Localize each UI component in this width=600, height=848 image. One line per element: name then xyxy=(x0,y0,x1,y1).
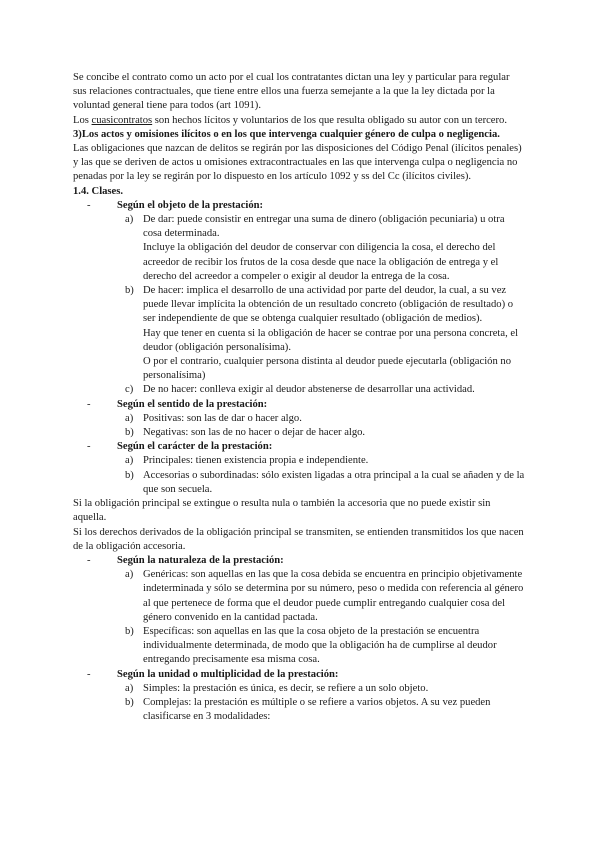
list-item xyxy=(73,426,525,440)
list-item-text: Genéricas: son aquellas en las que la cosa debida se encuentra en principio objetivamente indeterminada y sólo se determina por su número, peso o medida con referencia al género al que pertenece de forma que el deudor puede cumplir entregando cualquier cosa del género convenido en la cantidad pactada. xyxy=(143,569,524,623)
dash-bullet: - xyxy=(87,554,91,566)
document-body xyxy=(73,71,525,724)
section-naturaleza-heading xyxy=(73,554,525,568)
list-item xyxy=(73,696,525,724)
list-item-text: Específicas: son aquellas en las que la cosa objeto de la prestación se encuentra individualmente determinada, de modo que la obligación ha de cumplirse al deudor entregando precisamente esa misma cosa. xyxy=(143,625,497,666)
heading-classes: 1.4. Clases. xyxy=(73,185,124,197)
section-objeto-title: Según el objeto de la prestación: xyxy=(117,199,264,211)
list-marker: a) xyxy=(125,412,134,424)
list-item xyxy=(73,469,525,497)
list-item-text: Accesorias o subordinadas: sólo existen ligadas a otra principal a la cual se añaden y de la que son secuela. xyxy=(143,469,525,495)
list-item xyxy=(73,625,525,668)
list-item xyxy=(73,568,525,625)
quasi-suffix: son hechos lícitos y voluntarios de los que resulta obligado su autor con un tercero. xyxy=(152,114,507,126)
heading-illicit-acts: 3)Los actos y omisiones ilícitos o en los que intervenga cualquier género de culpa o negligencia. xyxy=(73,128,500,140)
list-marker: b) xyxy=(125,427,134,439)
list-item-text: De no hacer: conlleva exigir al deudor abstenerse de desarrollar una actividad. xyxy=(143,384,475,396)
list-item-continuation: Hay que tener en cuenta si la obligación de hacer se contrae por una persona concreta, el deudor (obligación personalísima). xyxy=(143,327,519,353)
quasi-prefix: Los xyxy=(73,114,92,126)
list-item-text: Negativas: son las de no hacer o dejar de hacer algo. xyxy=(143,427,366,439)
dash-bullet: - xyxy=(87,441,91,453)
list-marker: a) xyxy=(125,455,134,467)
list-marker: a) xyxy=(125,569,134,581)
list-item xyxy=(73,284,525,327)
list-item-text: Simples: la prestación es única, es decir, se refiere a un solo objeto. xyxy=(143,682,429,694)
list-marker: c) xyxy=(125,384,134,396)
list-item-continuation: Incluye la obligación del deudor de conservar con diligencia la cosa, el derecho del acreedor de recibir los frutos de la cosa desde que nace la obligación de entrega y el derecho del acreedor a compeler o exigir al deudor la entrega de la cosa. xyxy=(143,242,499,282)
list-marker: a) xyxy=(125,682,134,694)
section-caracter-title: Según el carácter de la prestación: xyxy=(117,441,273,453)
list-item-text: Complejas: la prestación es múltiple o se refiere a varios objetos. A su vez pueden clasificarse en 3 modalidades: xyxy=(143,696,491,723)
list-item xyxy=(73,682,525,696)
paragraph-quasi-contracts xyxy=(73,114,525,128)
section-unidad-heading xyxy=(73,668,525,682)
section-objeto-heading xyxy=(73,199,525,213)
list-item-text: De dar: puede consistir en entregar una suma de dinero (obligación pecuniaria) u otra cosa determinada. xyxy=(143,214,505,240)
section-caracter-heading xyxy=(73,440,525,454)
list-marker: b) xyxy=(125,285,134,297)
paragraph-illicit-acts: Las obligaciones que nazcan de delitos se regirán por las disposiciones del Código Penal (ilícitos penales) y las que se deriven de actos u omisiones extracontractuales en las que intervenga culpa o negligencia no penadas por la ley se regirán por lo dispuesto en los artículo 1092 y ss del Cc (ilícitos civiles). xyxy=(73,143,522,183)
section-naturaleza-title: Según la naturaleza de la prestación: xyxy=(117,554,284,566)
section-unidad-title: Según la unidad o multiplicidad de la prestación: xyxy=(117,668,339,680)
list-marker: b) xyxy=(125,625,134,637)
paragraph-accessory-transmission: Si los derechos derivados de la obligación principal se transmiten, se entienden transmitidos los que nacen de la obligación accesoria. xyxy=(73,526,524,552)
dash-bullet: - xyxy=(87,398,91,410)
list-marker: b) xyxy=(125,696,134,708)
list-item xyxy=(73,383,525,397)
section-sentido-heading xyxy=(73,398,525,412)
list-marker: a) xyxy=(125,214,134,226)
list-item xyxy=(73,213,525,241)
dash-bullet: - xyxy=(87,668,91,680)
list-item-text: Positivas: son las de dar o hacer algo. xyxy=(143,412,302,424)
paragraph-accessory-extinction: Si la obligación principal se extingue o resulta nula o también la accesoria que no puede existir sin aquella. xyxy=(73,498,491,524)
list-marker: b) xyxy=(125,469,134,481)
dash-bullet: - xyxy=(87,199,91,211)
quasi-contracts-term: cuasicontratos xyxy=(91,114,153,126)
list-item-text: Principales: tienen existencia propia e independiente. xyxy=(143,455,369,467)
paragraph-contract-definition: Se concibe el contrato como un acto por el cual los contratantes dictan una ley y particular para regular sus relaciones contractuales, que tiene entre ellos una fuerza semejante a la que la ley dictada por la voluntad general tiene para todos (art 1091). xyxy=(73,72,510,112)
section-sentido-title: Según el sentido de la prestación: xyxy=(117,398,268,410)
list-item xyxy=(73,454,525,468)
list-item-continuation: O por el contrario, cualquier persona distinta al deudor puede ejecutarla (obligación no personalísima) xyxy=(143,356,511,382)
list-item-text: De hacer: implica el desarrollo de una actividad por parte del deudor, la cual, a su vez puede llevar implícita la obtención de un resultado concreto (obligación de resultado) o ser independiente de que se obtenga cualquier resultado (obligación de medios). xyxy=(143,285,514,325)
list-item xyxy=(73,412,525,426)
